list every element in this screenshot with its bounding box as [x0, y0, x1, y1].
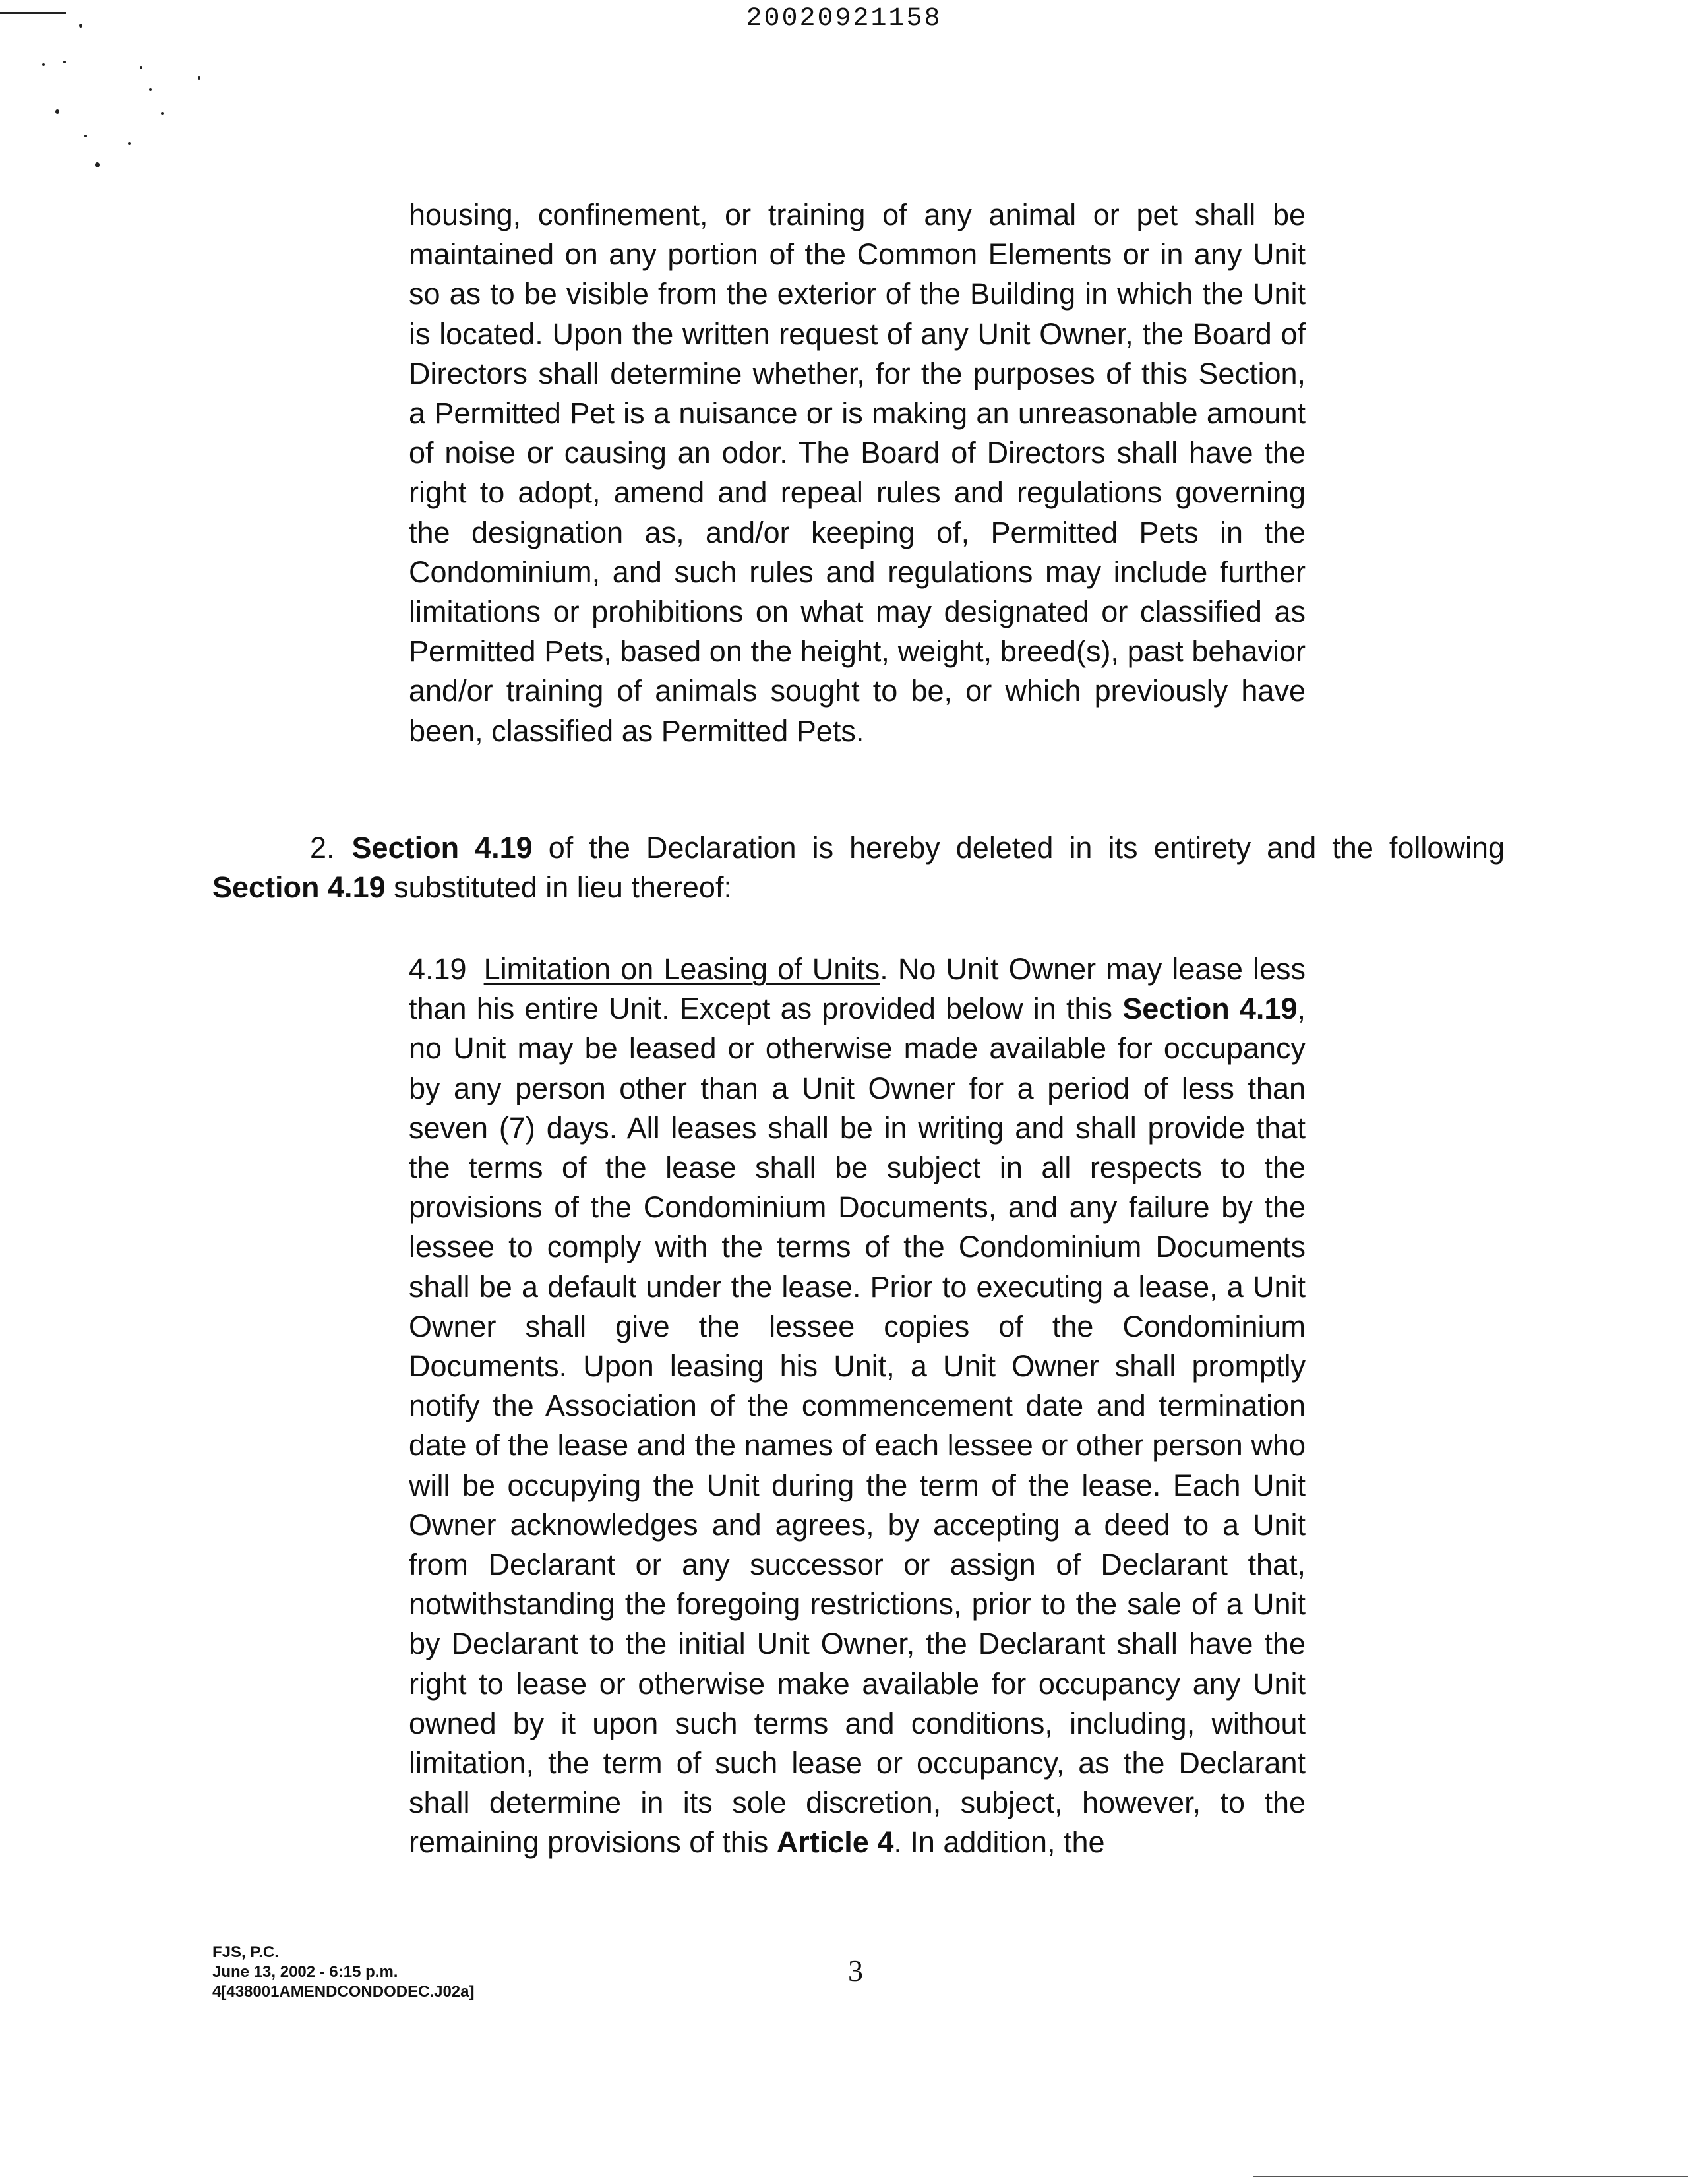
article-ref: Article 4: [776, 1825, 894, 1860]
document-footer: [212, 1943, 474, 2002]
scan-speck: [161, 112, 164, 115]
scan-speck: [128, 142, 131, 145]
leasing-limitation-paragraph: [409, 950, 1306, 1863]
section-heading: Limitation on Leasing of Units: [483, 952, 880, 986]
scan-speck: [55, 109, 59, 114]
scan-speck: [149, 88, 152, 91]
footer-date: June 13, 2002 - 6:15 p.m.: [212, 1963, 398, 1981]
section-ref: Section 4.19: [351, 831, 533, 864]
leasing-text: , no Unit may be leased or otherwise made available for occupancy by any person other than a Unit Owner for a period of less than seven (7) days. All leases shall be in writing and shall provide that the terms of the lease shall be subject in all respects to the provisions of the Condominium Documents, and any failure by the lessee to comply with the terms of the Condominium Documents shall be a default under the lease. Prior to executing a lease, a Unit Owner shall give the lessee copies of the Condominium Documents. Upon leasing his Unit, a Unit Owner shall promptly notify the Association of the commencement date and termination date of the lease and the names of each lessee or other person who will be occupying the Unit during the term of the lease. Each Unit Owner acknowledges and agrees, by accepting a deed to a Unit from Declarant or any successor or assign of Declarant that, notwithstanding the foregoing restrictions, prior to the sale of a Unit by Declarant to the initial Unit Owner, the Declarant shall have the right to lease or otherwise make available for occupancy any Unit owned by it upon such terms and conditions, including, without limitation, the term of such lease or occupancy, as the Declarant shall determine in its sole discretion, subject, however, to the remaining provisions of this: [409, 992, 1306, 1860]
scan-speck: [198, 76, 200, 80]
recording-number: 20020921158: [746, 4, 942, 34]
scan-speck: [42, 63, 45, 66]
scan-edge-mark: [0, 12, 66, 14]
leasing-text: . In addition, the: [893, 1825, 1105, 1860]
scan-speck: [63, 61, 66, 63]
scan-speck: [95, 162, 100, 167]
section-2-text: of the Declaration is hereby deleted in its entirety and the following: [532, 831, 1505, 864]
section-2-number: 2.: [310, 831, 335, 864]
scan-edge-mark: [1253, 2176, 1688, 2177]
page-number: 3: [848, 1954, 863, 1987]
footer-firm: FJS, P.C.: [212, 1943, 279, 1961]
section-ref: Section 4.19: [212, 870, 386, 905]
leasing-text: . No Unit Owner may lease less than his entire Unit. Except as provided below in this: [409, 952, 1306, 1026]
section-ref: Section 4.19: [1122, 992, 1298, 1026]
footer-file: 4[438001AMENDCONDODEC.J02a]: [212, 1983, 475, 2001]
section-2-paragraph: [212, 828, 1505, 907]
section-2-text: substituted in lieu thereof:: [385, 870, 732, 905]
pets-continuation-paragraph: housing, confinement, or training of any animal or pet shall be maintained on any portion of the Common Elements or in any Unit so as to be visible from the exterior of the Building in which the Unit is located. Upon the written request of any Unit Owner, the Board of Directors shall determine whether, for the purposes of this Section, a Permitted Pet is a nuisance or is making an unreasonable amount of noise or causing an odor. The Board of Directors shall have the right to adopt, amend and repeal rules and regulations governing the designation as, and/or keeping of, Permitted Pets in the Condominium, and such rules and regulations may include further limitations or prohibitions on what may designated or classified as Permitted Pets, based on the height, weight, breed(s), past behavior and/or training of animals sought to be, or which previously have been, classified as Permitted Pets.: [409, 198, 1306, 748]
scan-speck: [79, 24, 82, 28]
scan-speck: [84, 135, 87, 137]
scan-speck: [140, 66, 142, 69]
section-4-19-number: 4.19: [409, 952, 467, 986]
